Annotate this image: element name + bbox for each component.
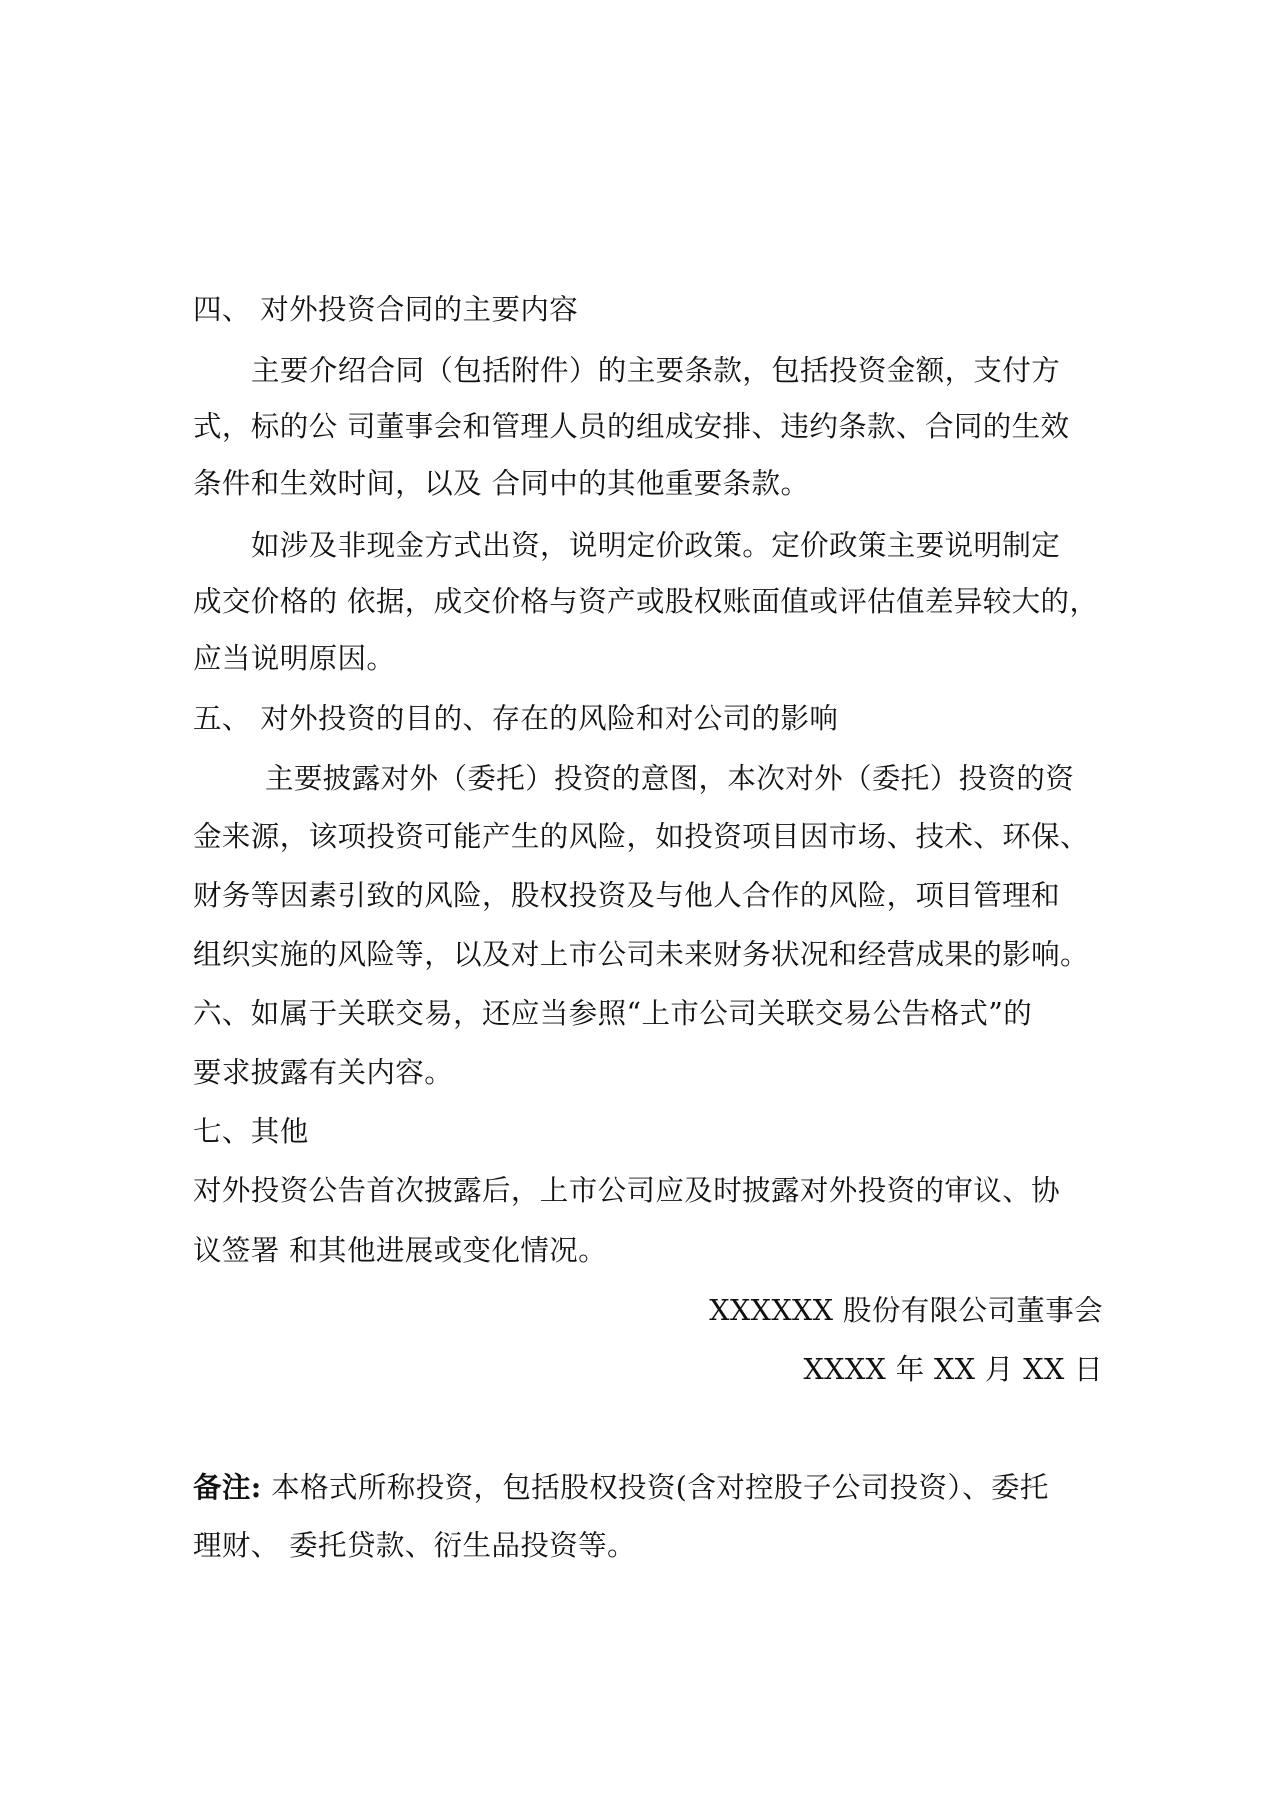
section-4-para-1-line-1: 主要介绍合同（包括附件）的主要条款，包括投资金额，支付方 xyxy=(251,354,1061,387)
section-4-para-1-line-3: 条件和生效时间，以及 合同中的其他重要条款。 xyxy=(193,467,810,500)
signature-company: XXXXXX 股份有限公司董事会 xyxy=(709,1294,1103,1327)
section-7-line-2: 议签署 和其他进展或变化情况。 xyxy=(193,1234,608,1267)
section-5-heading: 五、 对外投资的目的、存在的风险和对公司的影响 xyxy=(193,702,839,735)
note-text-line-1: 本格式所称投资，包括股权投资(含对控股子公司投资）、委托 xyxy=(261,1471,1049,1504)
note-label: 备注: xyxy=(193,1470,262,1504)
section-4-para-2-line-1: 如涉及非现金方式出资，说明定价政策。定价政策主要说明制定 xyxy=(251,529,1061,562)
section-5-para-line-4: 组织实施的风险等，以及对上市公司未来财务状况和经营成果的影响。 xyxy=(193,938,1089,971)
section-4-para-1-line-2: 式，标的公 司董事会和管理人员的组成安排、违约条款、合同的生效 xyxy=(193,410,1070,443)
section-5-para-line-3: 财务等因素引致的风险，股权投资及与他人合作的风险，项目管理和 xyxy=(193,879,1061,912)
section-6-line-1: 六、如属于关联交易，还应当参照“上市公司关联交易公告格式”的 xyxy=(193,997,1033,1030)
section-5-para-line-1: 主要披露对外（委托）投资的意图，本次对外（委托）投资的资 xyxy=(265,762,1075,795)
signature-date: XXXX 年 XX 月 XX 日 xyxy=(803,1353,1103,1386)
section-4-para-2-line-2: 成交价格的 依据，成交价格与资产或股权账面值或评估值差异较大的， xyxy=(193,585,1099,618)
section-7-line-1: 对外投资公告首次披露后，上市公司应及时披露对外投资的审议、协 xyxy=(193,1174,1061,1207)
section-4-para-2-line-3: 应当说明原因。 xyxy=(193,642,396,675)
section-7-heading: 七、其他 xyxy=(193,1115,309,1148)
note-line-1 xyxy=(193,1467,1049,1508)
note-line-2: 理财、 委托贷款、衍生品投资等。 xyxy=(193,1529,636,1562)
section-6-line-2: 要求披露有关内容。 xyxy=(193,1056,454,1089)
section-5-para-line-2: 金来源，该项投资可能产生的风险，如投资项目因市场、技术、环保、 xyxy=(193,820,1089,853)
section-4-heading: 四、 对外投资合同的主要内容 xyxy=(193,293,579,326)
